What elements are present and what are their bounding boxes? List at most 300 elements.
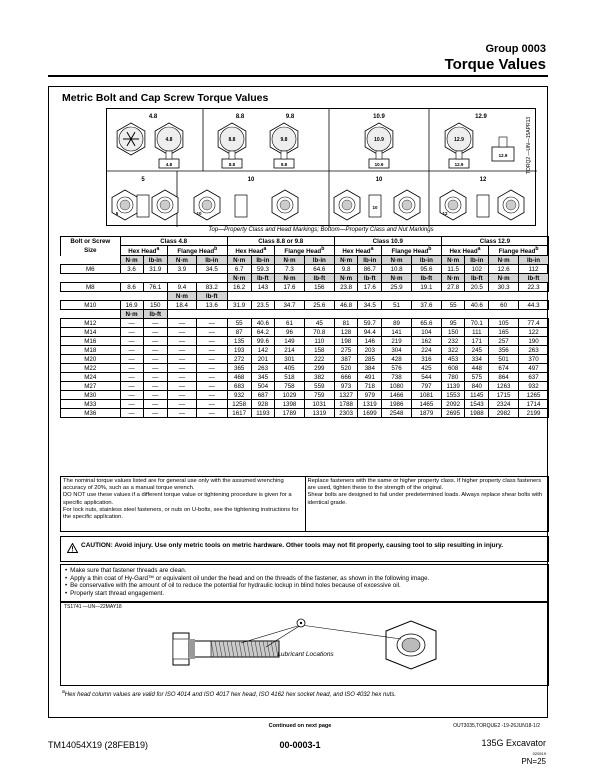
footnote-marker: a [62,689,65,695]
torque-value-cell: — [143,355,167,364]
unit-label: lb-in [465,256,489,265]
head-marking: 12.9 [454,137,464,143]
bolt-size-cell: M8 [61,283,121,292]
bolt-size-cell: M20 [61,355,121,364]
torque-value-cell: 76.1 [143,283,167,292]
figure-code: TORQ2 —UN—15APR13 [526,116,532,174]
torque-value-cell: 559 [304,382,334,391]
torque-value-cell: — [120,382,143,391]
torque-value-cell: 301 [275,355,305,364]
torque-value-cell: — [167,337,196,346]
unit-label: N·m [334,256,358,265]
torque-value-cell: 1988 [465,409,489,418]
empty-cell [489,310,519,319]
torque-value-cell: 575 [465,373,489,382]
group-number: Group 0003 [485,43,546,55]
torque-value-cell: 162 [411,337,441,346]
table-row [61,409,549,418]
torque-value-cell: 1699 [358,409,382,418]
torque-table [60,236,549,418]
side-marking: 10.9 [374,162,384,167]
torque-value-cell: — [167,409,196,418]
unit-label: lb-ft [358,274,382,283]
torque-value-cell: 973 [334,382,358,391]
bolt-shank [229,151,235,159]
list-item: • Make sure that fastener threads are clean. [65,567,544,575]
torque-table-body [61,256,549,418]
unit-label: N·m [441,274,465,283]
unit-label: N·m [167,256,196,265]
caution-text: CAUTION: Avoid injury. Use only metric tools on metric hardware. Other tools may not fit properly, causing tool to slip resulting in injury. [81,542,504,549]
notes-right [305,477,549,531]
torque-value-cell: 2303 [334,409,358,418]
torque-value-cell: 1319 [358,400,382,409]
flange-head-header [382,246,442,256]
table-row [61,328,549,337]
unit-label: N·m [120,310,143,319]
empty-cell [334,310,358,319]
torque-value-cell: 77.4 [519,319,549,328]
table-row [61,382,549,391]
empty-cell [167,274,196,283]
torque-value-cell: 60 [489,301,519,310]
torque-value-cell: 1139 [441,382,465,391]
empty-cell [411,292,441,301]
unit-label: lb-in [196,256,227,265]
hex-head-header [227,246,274,256]
bolt-size-cell: M24 [61,373,121,382]
torque-value-cell: 304 [382,346,412,355]
torque-value-cell: 1327 [334,391,358,400]
table-row [61,391,549,400]
torque-value-cell: 19.1 [411,283,441,292]
torque-value-cell: 190 [519,337,549,346]
torque-value-cell: 448 [465,364,489,373]
torque-value-cell: 666 [334,373,358,382]
torque-value-cell: 51 [382,301,412,310]
torque-value-cell: 718 [358,382,382,391]
head-marking: 8.8 [228,137,236,143]
torque-value-cell: 70.8 [304,328,334,337]
torque-value-cell: 111 [465,328,489,337]
torque-value-cell: 156 [304,283,334,292]
note-text: DO NOT use these values if a different torque value or tightening procedure is given for a specific application. [63,492,292,506]
torque-value-cell: 37.6 [411,301,441,310]
torque-value-cell: 1265 [519,391,549,400]
torque-value-cell: 104 [411,328,441,337]
torque-value-cell: 222 [304,355,334,364]
hex-head-header [120,246,167,256]
empty-cell [251,310,274,319]
flange-head-header [167,246,227,256]
torque-value-cell: 20.5 [465,283,489,292]
torque-value-cell: 143 [251,283,274,292]
empty-cell [167,310,196,319]
bolt-size-cell: M33 [61,400,121,409]
nut-thread [160,200,170,210]
size-header: Size [61,246,121,256]
torque-value-cell: 263 [519,346,549,355]
torque-value-cell: 428 [382,355,412,364]
empty-cell [465,292,489,301]
torque-value-cell: 1398 [275,400,305,409]
nut-thread [202,200,212,210]
empty-cell [61,256,121,265]
empty-cell [358,310,382,319]
torque-value-cell: 214 [275,346,305,355]
torque-value-cell: — [167,400,196,409]
torque-value-cell: 1029 [275,391,305,400]
bolt-size-cell: M18 [61,346,121,355]
torque-value-cell: — [143,409,167,418]
footnote-marker: b [214,246,218,252]
unit-label: lb-ft [411,274,441,283]
flange-head-header [489,246,549,256]
note-text: For lock nuts, stainless steel fasteners, or nuts on U-bolts, see the tightening instructions for the specific application. [63,506,299,521]
torque-value-cell: 738 [382,373,412,382]
table-row [61,265,549,274]
torque-value-cell: 59.3 [251,265,274,274]
flange-head-header [275,246,335,256]
torque-value-cell: 6.7 [227,265,251,274]
torque-value-cell: — [167,319,196,328]
bolt-shank [376,151,382,159]
class-header: Class 12.9 [441,237,548,246]
torque-value-cell: 146 [358,337,382,346]
document-number: TM14054X19 (28FEB19) [48,740,149,750]
torque-value-cell: 932 [519,382,549,391]
torque-value-cell: — [196,373,227,382]
torque-value-cell: 158 [304,346,334,355]
torque-value-cell: — [167,391,196,400]
table-footnote [62,689,396,698]
table-row [61,400,549,409]
torque-value-cell: 2092 [441,400,465,409]
side-marking: 12.9 [498,153,508,158]
torque-value-cell: 224 [411,346,441,355]
bolt-size-cell: M22 [61,364,121,373]
side-marking: 8.8 [228,162,236,167]
footnote-marker: a [477,246,481,252]
empty-cell [441,292,465,301]
torque-value-cell: 518 [275,373,305,382]
bolt-shank [281,151,287,159]
torque-value-cell: 96 [275,328,305,337]
torque-value-cell: 34.5 [358,301,382,310]
nut-thread [402,200,412,210]
torque-value-cell: 759 [304,391,334,400]
torque-value-cell: — [196,319,227,328]
torque-value-cell: 141 [382,328,412,337]
torque-value-cell: 2548 [382,409,412,418]
table-row [61,373,549,382]
empty-cell [227,310,251,319]
torque-value-cell: 128 [334,328,358,337]
torque-value-cell: 1715 [489,391,519,400]
torque-value-cell: 425 [411,364,441,373]
torque-value-cell: 219 [382,337,412,346]
torque-value-cell: 17.6 [275,283,305,292]
torque-value-cell: 198 [334,337,358,346]
torque-value-cell: 576 [382,364,412,373]
torque-value-cell: 40.6 [251,319,274,328]
torque-value-cell: 504 [251,382,274,391]
torque-value-cell: 365 [227,364,251,373]
warning-icon [67,543,78,553]
bolt-size-cell: M10 [61,301,121,310]
torque-value-cell: 2324 [489,400,519,409]
torque-value-cell: 345 [251,373,274,382]
unit-label: N·m [275,256,305,265]
torque-value-cell: 928 [251,400,274,409]
torque-value-cell: 59.7 [358,319,382,328]
torque-value-cell: — [120,400,143,409]
torque-value-cell: 932 [227,391,251,400]
torque-value-cell: 55 [227,319,251,328]
torque-value-cell: — [143,391,167,400]
empty-cell [196,310,227,319]
torque-value-cell: 683 [227,382,251,391]
list-item: • Apply a thin coat of Hy-Gard™ or equivalent oil under the head and on the threads of the fastener, as shown in the following image. [65,575,544,583]
nut-thread [120,200,130,210]
torque-value-cell: — [167,364,196,373]
torque-value-cell: 840 [465,382,489,391]
torque-value-cell: 150 [441,328,465,337]
torque-value-cell: 1080 [382,382,412,391]
torque-value-cell: 25.6 [304,301,334,310]
torque-value-cell: 87 [227,328,251,337]
table-row [61,301,549,310]
torque-value-cell: 2695 [441,409,465,418]
torque-value-cell: — [167,328,196,337]
header-rule [48,75,548,77]
side-marking: 12.9 [454,162,464,167]
torque-value-cell: 110 [304,337,334,346]
torque-value-cell: 135 [227,337,251,346]
flange-head-label: Flange Head [498,248,536,256]
nut-thread [342,200,352,210]
figure-caption: Lubricant Locations [277,651,334,658]
torque-value-cell: — [196,346,227,355]
page-number: 00-0003-1 [279,740,321,750]
side-marking: 9.8 [280,162,288,167]
unit-label: lb-in [251,256,274,265]
torque-value-cell: 34.7 [275,301,305,310]
torque-value-cell: 674 [489,364,519,373]
caution-box [60,536,549,562]
unit-label: lb-in [143,256,167,265]
torque-value-cell: 272 [227,355,251,364]
torque-value-cell: 501 [489,355,519,364]
torque-value-cell: 8.6 [120,283,143,292]
torque-value-cell: 149 [275,337,305,346]
empty-cell [275,310,305,319]
torque-value-cell: 979 [358,391,382,400]
torque-value-cell: 55 [441,301,465,310]
side-marking: 4.8 [165,162,173,167]
torque-value-cell: 1466 [382,391,412,400]
flange-head-label: Flange Head [391,248,429,256]
torque-value-cell: 95 [441,319,465,328]
table-row [61,364,549,373]
torque-value-cell: 3.6 [120,265,143,274]
unit-label: N·m [167,292,196,301]
nut-marking: 10 [196,211,202,216]
torque-value-cell: 9.8 [334,265,358,274]
torque-value-cell: 30.3 [489,283,519,292]
torque-value-cell: 468 [227,373,251,382]
class-label: 8.8 [235,114,245,120]
footnote-text: Hex head column values are valid for ISO 4014 and ISO 4017 hex head, ISO 4162 hex socket head, and ISO 4032 hex nuts. [64,692,396,698]
empty-cell [227,292,251,301]
torque-value-cell: 263 [251,364,274,373]
instruction-list [60,564,549,602]
class-label: 10.9 [373,114,385,120]
torque-value-cell: 203 [358,346,382,355]
torque-value-cell: 1258 [227,400,251,409]
empty-cell [489,292,519,301]
hex-head-header [441,246,488,256]
empty-cell [61,292,121,301]
notes-left [61,477,305,531]
empty-cell [382,292,412,301]
torque-value-cell: 23.5 [251,301,274,310]
machine-model: 135G Excavator [481,738,546,748]
torque-value-cell: — [120,328,143,337]
torque-value-cell: 142 [251,346,274,355]
unit-row [61,310,549,319]
empty-cell [411,310,441,319]
bolt-shank [456,151,462,159]
torque-value-cell: — [143,337,167,346]
torque-value-cell: 31.9 [227,301,251,310]
torque-value-cell: 285 [358,355,382,364]
torque-value-cell: 61 [275,319,305,328]
torque-value-cell: 64.2 [251,328,274,337]
torque-value-cell: 1879 [411,409,441,418]
empty-cell [275,292,305,301]
unit-label: lb-in [304,256,334,265]
torque-value-cell: 94.4 [358,328,382,337]
nut-marking: 5 [115,211,119,216]
bolt-size-cell: M14 [61,328,121,337]
note-text: The nominal torque values listed are for general use only with the assumed wrenching accuracy of 20%, such as a manual torque wrench. [63,478,284,492]
empty-cell [120,292,143,301]
unit-row [61,292,549,301]
torque-value-cell: 34.5 [196,265,227,274]
empty-cell [61,310,121,319]
torque-value-cell: 1319 [304,409,334,418]
torque-value-cell: 1617 [227,409,251,418]
torque-value-cell: — [196,364,227,373]
bolt-shank [166,151,172,159]
nut-thread [506,200,516,210]
torque-value-cell: 491 [358,373,382,382]
torque-value-cell: 1193 [251,409,274,418]
torque-value-cell: 387 [334,355,358,364]
torque-value-cell: 70.1 [465,319,489,328]
torque-value-cell: — [167,355,196,364]
torque-value-cell: 1788 [334,400,358,409]
notes-box [60,476,549,532]
unit-label: lb-ft [251,274,274,283]
torque-value-cell: 122 [519,328,549,337]
torque-value-cell: 2199 [519,409,549,418]
empty-cell [519,292,549,301]
unit-label: lb-ft [304,274,334,283]
torque-value-cell: 1543 [465,400,489,409]
nut-marking: 10 [372,205,378,210]
bolt-size-cell: M36 [61,409,121,418]
torque-value-cell: 89 [382,319,412,328]
torque-value-cell: 171 [465,337,489,346]
torque-value-cell: 3.9 [167,265,196,274]
nut-side-view [235,195,247,217]
bolt-and-nut-drawing [61,603,550,687]
hex-head-label: Hex Head [235,248,264,256]
torque-value-cell: 864 [489,373,519,382]
hex-head-label: Hex Head [342,248,371,256]
torque-value-cell: 64.6 [304,265,334,274]
torque-value-cell: 25.9 [382,283,412,292]
unit-row [61,256,549,265]
torque-value-cell: 257 [489,337,519,346]
torque-value-cell: — [196,409,227,418]
torque-value-cell: — [143,328,167,337]
footnote-marker: a [370,246,374,252]
torque-value-cell: 1263 [489,382,519,391]
torque-value-cell: 370 [519,355,549,364]
torque-value-cell: 12.6 [489,265,519,274]
torque-value-cell: 334 [465,355,489,364]
torque-value-cell: — [196,382,227,391]
section-title: Metric Bolt and Cap Screw Torque Values [62,92,269,104]
torque-value-cell: — [196,400,227,409]
empty-cell [304,292,334,301]
torque-value-cell: 165 [489,328,519,337]
torque-value-cell: — [120,364,143,373]
torque-value-cell: — [120,346,143,355]
torque-value-cell: 13.6 [196,301,227,310]
torque-value-cell: 356 [489,346,519,355]
torque-value-cell: 1986 [382,400,412,409]
bolt-size-cell: M16 [61,337,121,346]
unit-label: N·m [441,256,465,265]
torque-value-cell: 1789 [275,409,305,418]
unit-label: N·m [275,274,305,283]
footnote-marker: b [428,246,432,252]
torque-value-cell: 81 [334,319,358,328]
torque-value-cell: 316 [411,355,441,364]
page-title: Torque Values [444,56,546,73]
torque-value-cell: — [143,346,167,355]
head-marking: 4.8 [165,137,173,143]
reference-code: OUT3035,TORQUE2 -19-26JUN18-1/2 [453,723,540,729]
empty-cell [196,274,227,283]
torque-value-cell: 520 [334,364,358,373]
empty-cell [251,292,274,301]
torque-value-cell: — [196,328,227,337]
torque-value-cell: 16.9 [120,301,143,310]
torque-value-cell: 46.8 [334,301,358,310]
torque-value-cell: 1031 [304,400,334,409]
class-header: Class 4.8 [120,237,227,246]
table-row [61,283,549,292]
unit-label: N·m [489,274,519,283]
torque-value-cell: 16.2 [227,283,251,292]
torque-value-cell: — [120,337,143,346]
bolt-markings-drawing [107,109,537,227]
